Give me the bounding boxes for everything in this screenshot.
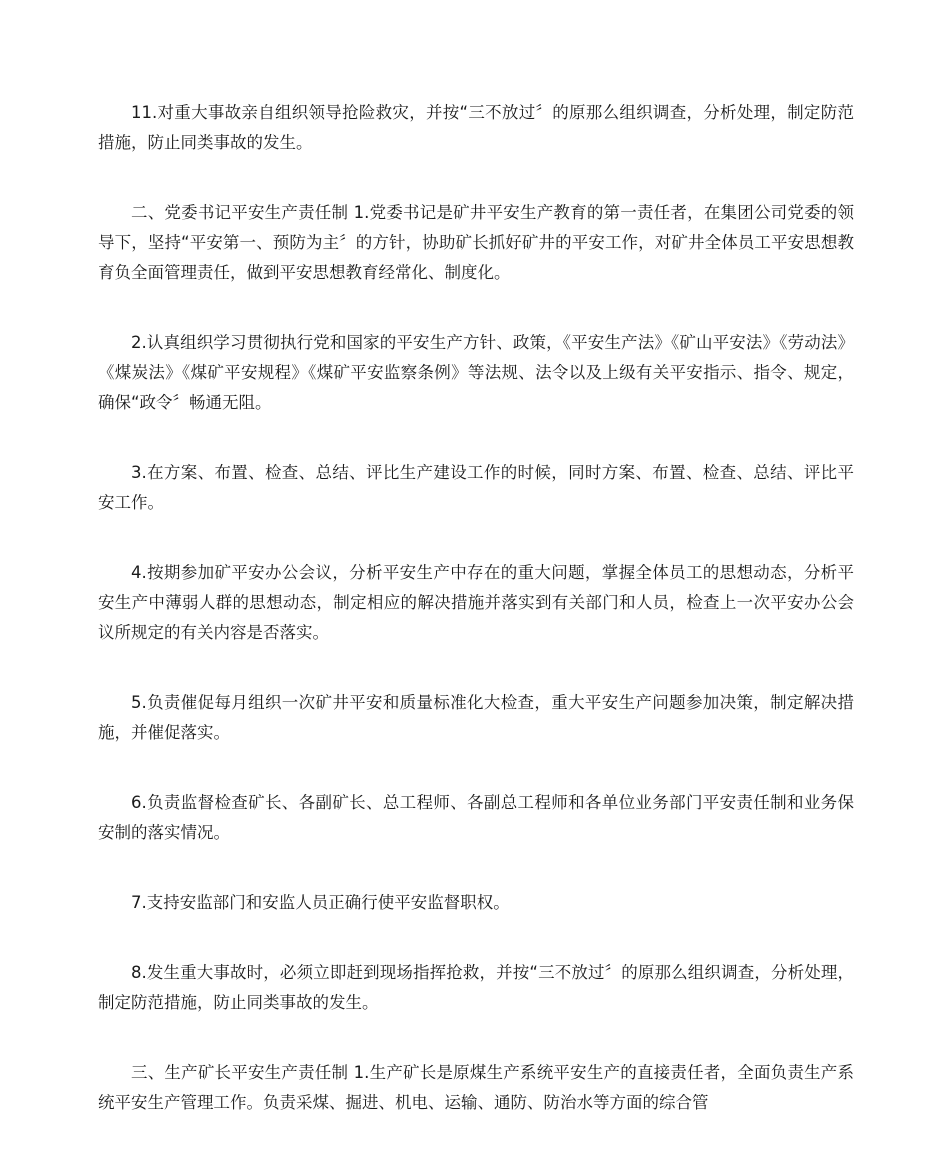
paragraph-item-8: 8.发生重大事故时，必须立即赶到现场指挥抢救，并按“三不放过〞的原那么组织调查，分析处理，制定防范措施，防止同类事故的发生。 xyxy=(98,963,854,1012)
paragraph-party-secretary-1: 二、党委书记平安生产责任制 1.党委书记是矿井平安生产教育的第一责任者，在集团公司党委的领导下，坚持“平安第一、预防为主〞的方针，协助矿长抓好矿井的平安工作，对矿井全体员工平安思想教育负全面管理责任，做到平安思想教育经常化、制度化。 xyxy=(98,203,854,282)
paragraph-item-7: 7.支持安监部门和安监人员正确行使平安监督职权。 xyxy=(131,893,510,912)
document-page xyxy=(98,98,854,1158)
paragraph-item-3: 3.在方案、布置、检查、总结、评比生产建设工作的时候，同时方案、布置、检查、总结、评比平安工作。 xyxy=(98,463,854,512)
paragraph-item-6: 6.负责监督检查矿长、各副矿长、总工程师、各副总工程师和各单位业务部门平安责任制和业务保安制的落实情况。 xyxy=(98,793,854,842)
paragraph-production-manager-1: 三、生产矿长平安生产责任制 1.生产矿长是原煤生产系统平安生产的直接责任者，全面负责生产系统平安生产管理工作。负责采煤、掘进、机电、运输、通防、防治水等方面的综合管 xyxy=(98,1063,854,1112)
paragraph-item-4: 4.按期参加矿平安办公会议，分析平安生产中存在的重大问题，掌握全体员工的思想动态，分析平安生产中薄弱人群的思想动态，制定相应的解决措施并落实到有关部门和人员，检查上一次平安办公会议所规定的有关内容是否落实。 xyxy=(98,563,854,642)
paragraph-item-11: 11.对重大事故亲自组织领导抢险救灾，并按“三不放过〞的原那么组织调查，分析处理，制定防范措施，防止同类事故的发生。 xyxy=(98,103,854,152)
paragraph-item-5: 5.负责催促每月组织一次矿井平安和质量标准化大检查，重大平安生产问题参加决策，制定解决措施，并催促落实。 xyxy=(98,693,854,742)
paragraph-item-2: 2.认真组织学习贯彻执行党和国家的平安生产方针、政策，《平安生产法》《矿山平安法》《劳动法》《煤炭法》《煤矿平安规程》《煤矿平安监察条例》等法规、法令以及上级有关平安指示、指令、规定，确保“政令〞畅通无阻。 xyxy=(98,333,854,412)
